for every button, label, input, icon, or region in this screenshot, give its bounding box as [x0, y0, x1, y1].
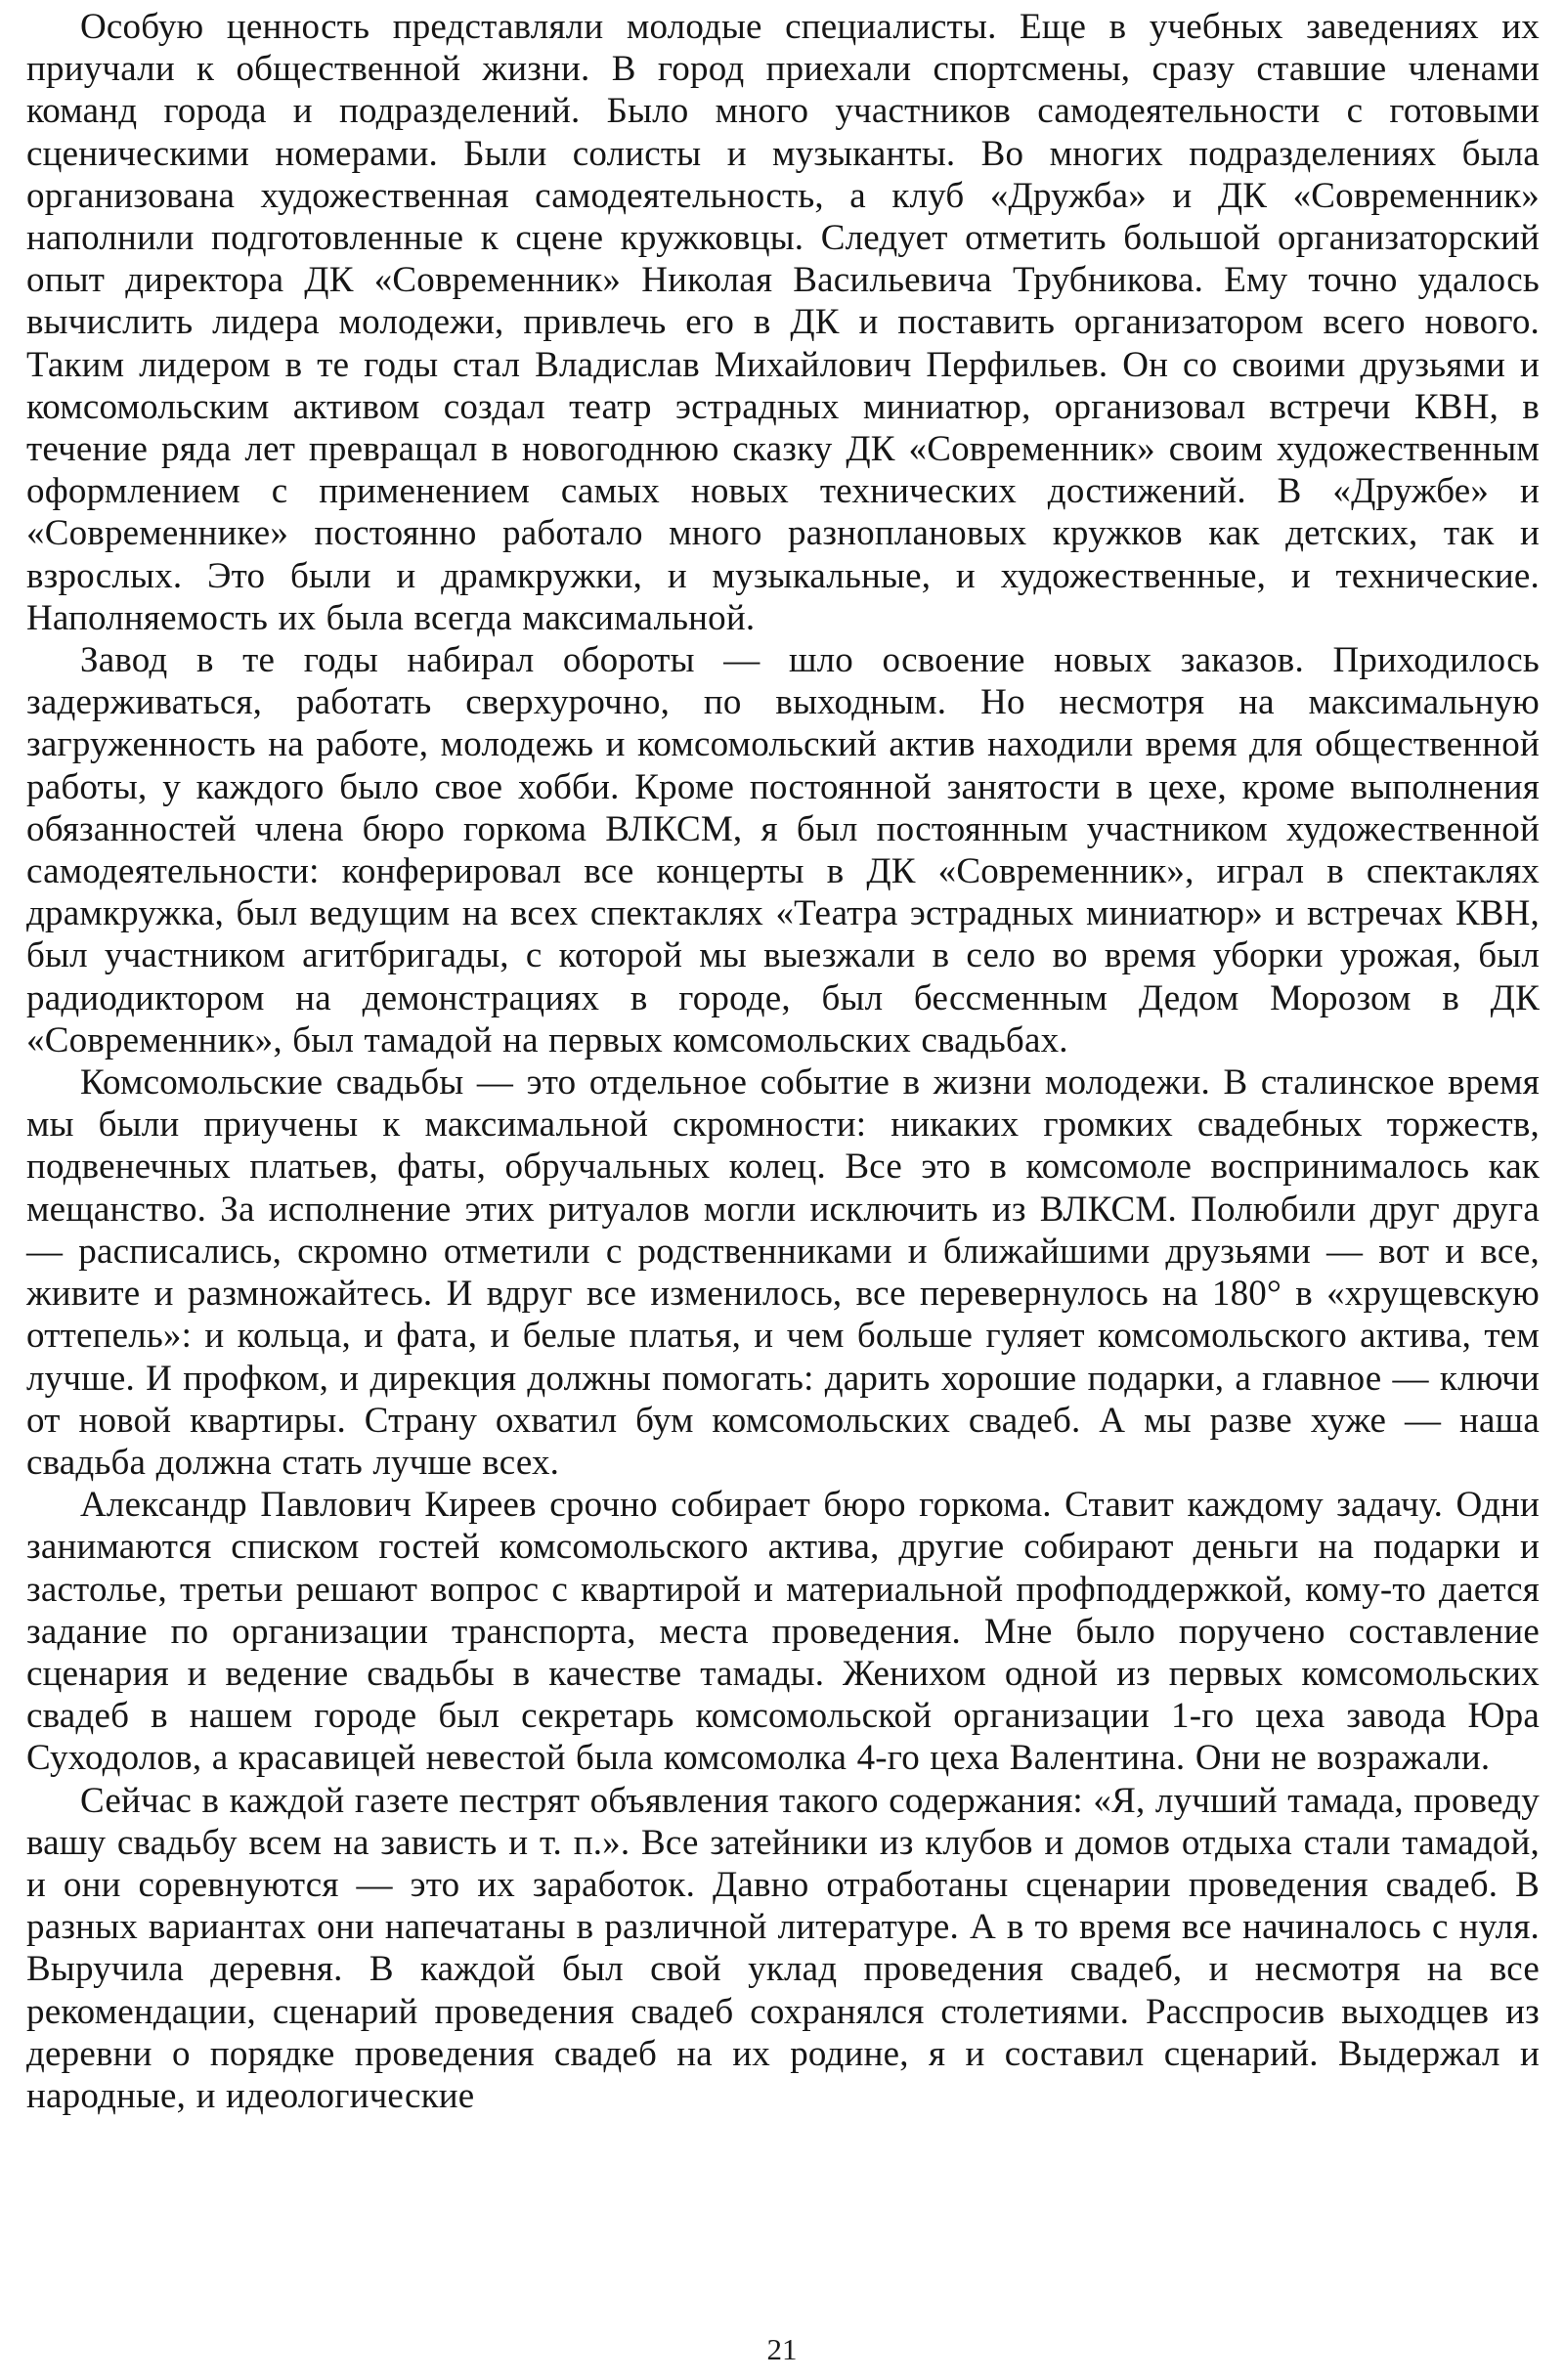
paragraph: Александр Павлович Киреев срочно собирает бюро горкома. Ставит каждому задачу. Одни занимаются списком гостей комсомольского актива, другие собирают деньги на подарки и застолье, третьи решают вопрос с квартирой и материальной профподдержкой, кому-то дается задание по организации транспорта, места проведения. Мне было поручено составление сценария и ведение свадьбы в качестве тамады. Женихом одной из первых комсомольских свадеб в нашем городе был секретарь комсомольской организации 1-го цеха завода Юра Суходолов, а красавицей невестой была комсомолка 4-го цеха Валентина. Они не возражали. — [26, 1485, 1540, 1779]
paragraph: Сейчас в каждой газете пестрят объявления такого содержания: «Я, лучший тамада, проведу вашу свадьбу всем на зависть и т. п.». Все затейники из клубов и домов отдыха стали тамадой, и они соревнуются — это их заработок. Давно отработаны сценарии проведения свадеб. В разных вариантах они напечатаны в различной литературе. А в то время все начиналось с нуля. Выручила деревня. В каждой был свой уклад проведения свадеб, и несмотря на все рекомендации, сценарий проведения свадеб сохранялся столетиями. Расспросив выходцев из деревни о порядке проведения свадеб на их родине, я и составил сценарий. Выдержал и народные, и идеологические — [26, 1780, 1540, 2116]
paragraph: Завод в те годы набирал обороты — шло освоение новых заказов. Приходилось задерживаться, работать сверхурочно, по выходным. Но несмотря на максимальную загруженность на работе, молодежь и комсомольский актив находили время для общественной работы, у каждого было свое хобби. Кроме постоянной занятости в цехе, кроме выполнения обязанностей члена бюро горкома ВЛКСМ, я был постоянным участником художественной самодеятельности: конферировал все концерты в ДК «Современник», играл в спектаклях драмкружка, был ведущим на всех спектаклях «Театра эстрадных миниатюр» и встречах КВН, был участником агитбригады, с которой мы выезжали в село во время уборки урожая, был радиодиктором на демонстрациях в городе, был бессменным Дедом Морозом в ДК «Современник», был тамадой на первых комсомольских свадьбах. — [26, 640, 1540, 1060]
paragraph: Особую ценность представляли молодые специалисты. Еще в учебных заведениях их приучали к общественной жизни. В город приехали спортсмены, сразу ставшие членами команд города и подразделений. Было много участников самодеятельности с готовыми сценическими номерами. Были солисты и музыканты. Во многих подразделениях была организована художественная самодеятельность, а клуб «Дружба» и ДК «Современник» наполнили подготовленные к сцене кружковцы. Следует отметить большой организаторский опыт директора ДК «Современник» Николая Васильевича Трубникова. Ему точно удалось вычислить лидера молодежи, привлечь его в ДК и поставить организатором всего нового. Таким лидером в те годы стал Владислав Михайлович Перфильев. Он со своими друзьями и комсомольским активом создал театр эстрадных миниатюр, организовал встречи КВН, в течение ряда лет превращал в новогоднюю сказку ДК «Современник» своим художественным оформлением с применением самых новых технических достижений. В «Дружбе» и «Современнике» постоянно работало много разноплановых кружков как детских, так и взрослых. Это были и драмкружки, и музыкальные, и художественные, и технические. Наполняемость их была всегда максимальной. — [26, 7, 1540, 638]
page-text — [26, 6, 1540, 2117]
page-number: 21 — [766, 2332, 798, 2366]
paragraph: Комсомольские свадьбы — это отдельное событие в жизни молодежи. В сталинское время мы были приучены к максимальной скромности: никаких громких свадебных торжеств, подвенечных платьев, фаты, обручальных колец. Все это в комсомоле воспринималось как мещанство. За исполнение этих ритуалов могли исключить из ВЛКСМ. Полюбили друг друга — расписались, скромно отметили с родственниками и ближайшими друзьями — вот и все, живите и размножайтесь. И вдруг все изменилось, все перевернулось на 180° в «хрущевскую оттепель»: и кольца, и фата, и белые платья, и чем больше гуляет комсомольского актива, тем лучше. И профком, и дирекция должны помогать: дарить хорошие подарки, а главное — ключи от новой квартиры. Страну охватил бум комсомольских свадеб. А мы разве хуже — наша свадьба должна стать лучше всех. — [26, 1062, 1540, 1483]
